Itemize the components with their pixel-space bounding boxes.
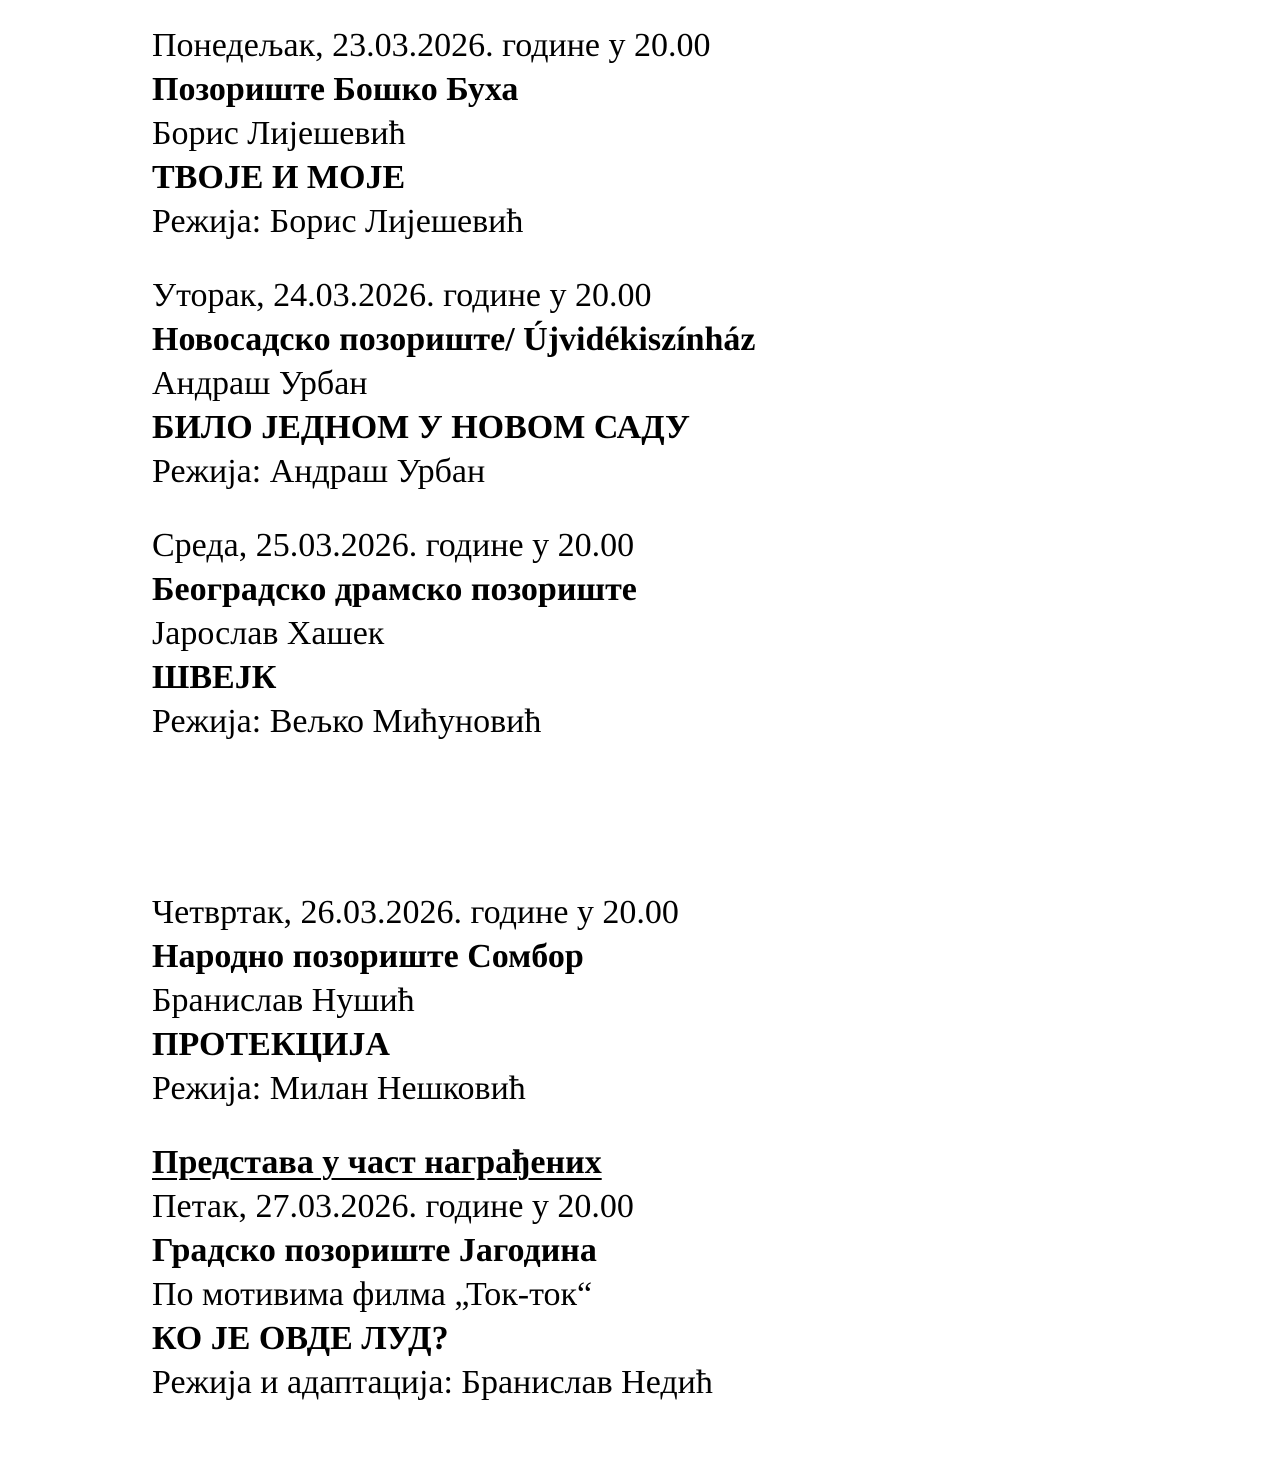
- entry-author: Бранислав Нушић: [152, 982, 415, 1019]
- entry-date: Четвртак, 26.03.2026. године у 20.00: [152, 894, 679, 931]
- schedule-entry-1: [152, 24, 1252, 244]
- entry-theatre: Београдско драмско позориште: [152, 571, 637, 608]
- entry-theatre: Градско позориште Јагодина: [152, 1232, 597, 1269]
- entry-date: Понедељак, 23.03.2026. године у 20.00: [152, 27, 711, 64]
- entry-author: Борис Лијешевић: [152, 115, 406, 152]
- entry-author: Андраш Урбан: [152, 365, 368, 402]
- entry-theatre: Народно позориште Сомбор: [152, 938, 584, 975]
- schedule-entry-3: [152, 524, 1252, 744]
- entry-play-title: ШВЕЈК: [152, 659, 277, 696]
- entry-date: Среда, 25.03.2026. године у 20.00: [152, 527, 635, 564]
- entry-play-title: КО ЈЕ ОВДЕ ЛУД?: [152, 1320, 449, 1357]
- entry-play-title: ПРОТЕКЦИЈА: [152, 1026, 390, 1063]
- entry-play-title: ТВОЈЕ И МОЈЕ: [152, 159, 406, 196]
- entry-note-heading: [152, 1141, 1252, 1185]
- entry-director: Режија: Вељко Мићуновић: [152, 703, 542, 740]
- entry-director: Режија и адаптација: Бранислав Недић: [152, 1364, 713, 1401]
- entry-author: Јарослав Хашек: [152, 615, 385, 652]
- schedule-entry-2: [152, 274, 1252, 494]
- entry-note-text: Представа у част награђених: [152, 1144, 602, 1181]
- schedule-entry-5: [152, 1141, 1252, 1405]
- entry-director: Режија: Борис Лијешевић: [152, 203, 524, 240]
- entry-author: По мотивима филма „Ток-ток“: [152, 1276, 593, 1313]
- entry-date: Петак, 27.03.2026. године у 20.00: [152, 1188, 634, 1225]
- entry-director: Режија: Андраш Урбан: [152, 453, 486, 490]
- entry-date: Уторак, 24.03.2026. године у 20.00: [152, 277, 652, 314]
- schedule-entry-4: [152, 891, 1252, 1111]
- entry-play-title: БИЛО ЈЕДНОМ У НОВОМ САДУ: [152, 409, 690, 446]
- entry-director: Режија: Милан Нешковић: [152, 1070, 526, 1107]
- entry-theatre: Новосадско позориште/ Újvidékiszínház: [152, 321, 756, 358]
- entry-theatre: Позориште Бошко Буха: [152, 71, 519, 108]
